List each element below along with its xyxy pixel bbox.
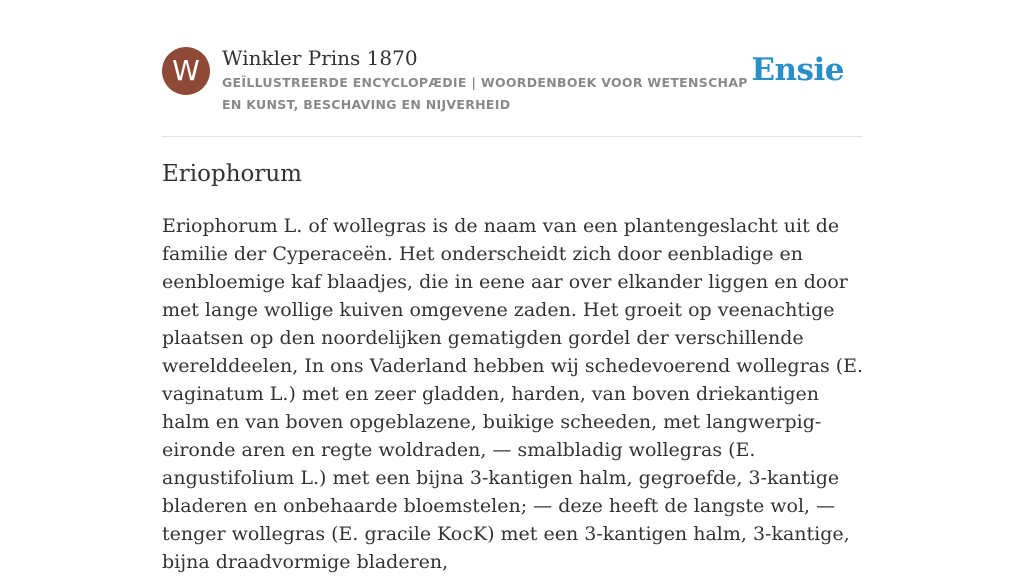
ensie-logo[interactable]: Ensie	[751, 52, 844, 88]
source-subtitle: GEÏLLUSTREERDE ENCYCLOPÆDIE | WOORDENBOEK VOOR WETENSCHAP EN KUNST, BESCHAVING EN NIJVERHEID	[222, 75, 748, 112]
article-title: Eriophorum	[162, 161, 302, 187]
source-avatar[interactable]: W	[162, 47, 210, 95]
source-header	[162, 46, 862, 137]
source-title[interactable]: Winkler Prins 1870	[222, 46, 418, 70]
article-body: Eriophorum L. of wollegras is de naam van een plantengeslacht uit de familie der Cyperaceën. Het onderscheidt zich door eenbladige en eenbloemige kaf blaadjes, die in eene aar over elkander liggen en door met lange wollige kuiven omgevene zaden. Het groeit op veenachtige plaatsen op den noordelijken gematigden gordel der verschillende werelddeelen, In ons Vaderland hebben wij schedevoerend wollegras (E. vaginatum L.) met en zeer gladden, harden, van boven driekantigen halm en van boven opgeblazene, buikige scheeden, met langwerpig-eironde aren en regte woldraden, — smalbladig wollegras (E. angustifolium L.) met een bijna 3-kantigen halm, gegroefde, 3-kantige bladeren en onbehaarde bloemstelen; — deze heeft de langste wol, — tenger wollegras (E. gracile KocK) met een 3-kantigen halm, 3-kantige, bijna draadvormige bladeren,	[162, 215, 864, 573]
